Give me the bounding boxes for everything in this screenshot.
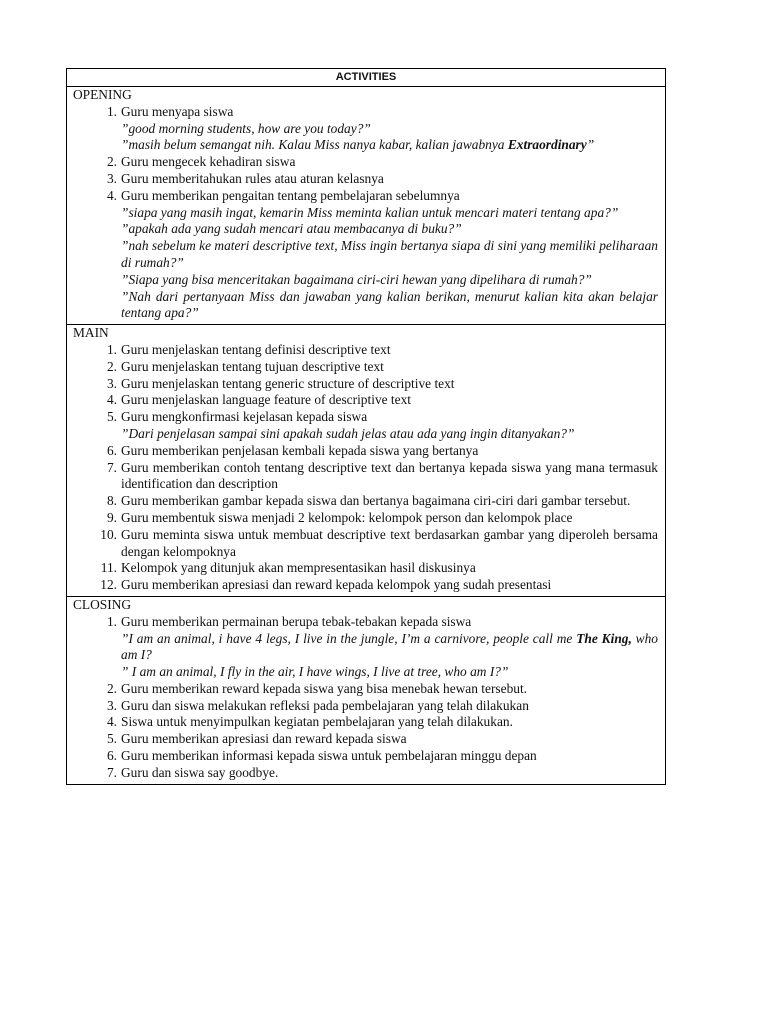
section-main (67, 324, 665, 596)
item-number: 1. (106, 103, 117, 119)
activities-table (66, 68, 666, 785)
dialogue-quote (73, 664, 658, 681)
item-text: Guru memberikan reward kepada siswa yang bisa menebak hewan tersebut. (121, 680, 528, 696)
section-closing (67, 596, 665, 784)
activity-list (73, 614, 658, 782)
item-text: Guru memberikan gambar kepada siswa dan bertanya bagaimana ciri-ciri dari gambar tersebut. (121, 493, 631, 509)
list-item (73, 376, 658, 393)
dialogue-quote (73, 238, 658, 272)
list-item (73, 714, 658, 731)
section-title: CLOSING (73, 596, 132, 612)
dialogue-quote (73, 289, 658, 323)
quote-text: ”Siapa yang bisa menceritakan bagaimana ciri-ciri hewan yang dipelihara di rumah?” (121, 271, 592, 287)
item-text: Guru memberikan apresiasi dan reward kepada kelompok yang sudah presentasi (121, 577, 552, 593)
quote-text: who am I? (121, 630, 659, 663)
quote-text: ” I am an animal, I fly in the air, I have wings, I live at tree, who am I?” (121, 664, 509, 680)
list-item (73, 731, 658, 748)
quote-text: ”Dari penjelasan sampai sini apakah sudah jelas atau ada yang ingin ditanyakan?” (121, 425, 575, 441)
list-item (73, 104, 658, 121)
list-item (73, 748, 658, 765)
item-number: 2. (106, 680, 117, 696)
item-number: 4. (106, 187, 117, 203)
item-text: Guru memberikan apresiasi dan reward kepada siswa (121, 731, 407, 747)
list-item (73, 560, 658, 577)
list-item (73, 392, 658, 409)
item-number: 8. (106, 493, 117, 509)
activity-list (73, 104, 658, 322)
item-number: 6. (106, 442, 117, 458)
quote-text: ”nah sebelum ke materi descriptive text, Miss ingin bertanya siapa di sini yang memiliki peliharaan di rumah?” (121, 238, 658, 270)
list-item (73, 527, 658, 561)
item-number: 7. (106, 764, 117, 780)
item-text: Guru memberikan pengaitan tentang pembelajaran sebelumnya (121, 187, 460, 203)
list-item (73, 154, 658, 171)
item-text: Guru memberitahukan rules atau aturan kelasnya (121, 170, 384, 186)
table-header: ACTIVITIES (67, 69, 665, 87)
item-text: Guru membentuk siswa menjadi 2 kelompok: kelompok person dan kelompok place (121, 509, 573, 525)
quote-text: ”siapa yang masih ingat, kemarin Miss meminta kalian untuk mencari materi tentang apa?” (121, 204, 619, 220)
dialogue-quote (73, 137, 658, 154)
list-item (73, 493, 658, 510)
list-item (73, 409, 658, 426)
item-number: 2. (106, 358, 117, 374)
bold-phrase: The King, (576, 630, 632, 646)
item-text: Guru mengecek kehadiran siswa (121, 154, 296, 170)
item-number: 10. (100, 526, 117, 542)
item-number: 4. (106, 392, 117, 408)
item-text: Guru dan siswa say goodbye. (121, 764, 279, 780)
bold-phrase: Extraordinary (507, 137, 587, 153)
item-text: Guru meminta siswa untuk membuat descriptive text berdasarkan gambar yang diperoleh bersama dengan kelompoknya (121, 526, 658, 559)
item-number: 1. (106, 341, 117, 357)
list-item (73, 188, 658, 205)
item-number: 5. (106, 731, 117, 747)
item-number: 9. (106, 509, 117, 525)
item-number: 3. (106, 697, 117, 713)
quote-text: ”Nah dari pertanyaan Miss dan jawaban yang kalian berikan, menurut kalian kita akan belajar tentang apa?” (121, 288, 658, 321)
item-number: 6. (106, 748, 117, 764)
dialogue-quote (73, 426, 658, 443)
list-item (73, 510, 658, 527)
list-item (73, 577, 658, 594)
item-number: 5. (106, 409, 117, 425)
item-number: 12. (100, 577, 117, 593)
list-item (73, 342, 658, 359)
item-text: Guru memberikan permainan berupa tebak-tebakan kepada siswa (121, 613, 472, 629)
dialogue-quote (73, 272, 658, 289)
list-item (73, 460, 658, 494)
item-text: Siswa untuk menyimpulkan kegiatan pembelajaran yang telah dilakukan. (121, 714, 513, 730)
dialogue-quote (73, 121, 658, 138)
quote-text: ”apakah ada yang sudah mencari atau membacanya di buku?” (121, 221, 462, 237)
item-text: Guru memberikan contoh tentang descriptive text dan bertanya kepada siswa yang mana termasuk identification dan description (121, 459, 658, 492)
table-body (67, 87, 665, 784)
section-title: MAIN (73, 325, 109, 341)
item-text: Guru menyapa siswa (121, 103, 234, 119)
list-item (73, 359, 658, 376)
quote-text: ” (586, 137, 595, 153)
item-text: Guru memberikan informasi kepada siswa untuk pembelajaran minggu depan (121, 748, 537, 764)
item-number: 11. (100, 560, 117, 576)
item-number: 4. (106, 714, 117, 730)
dialogue-quote (73, 221, 658, 238)
item-number: 3. (106, 375, 117, 391)
quote-text: ”I am an animal, i have 4 legs, I live in the jungle, I’m a carnivore, people call me (121, 630, 577, 646)
list-item (73, 614, 658, 631)
item-number: 1. (106, 613, 117, 629)
list-item (73, 443, 658, 460)
item-text: Kelompok yang ditunjuk akan mempresentasikan hasil diskusinya (121, 560, 476, 576)
item-text: Guru menjelaskan language feature of descriptive text (121, 392, 412, 408)
section-title: OPENING (73, 87, 132, 102)
list-item (73, 171, 658, 188)
dialogue-quote (73, 205, 658, 222)
item-text: Guru menjelaskan tentang generic structure of descriptive text (121, 375, 455, 391)
section-opening (67, 87, 665, 324)
quote-text: ”good morning students, how are you today?” (121, 120, 371, 136)
item-text: Guru menjelaskan tentang tujuan descriptive text (121, 358, 384, 374)
item-number: 7. (106, 459, 117, 475)
list-item (73, 765, 658, 782)
list-item (73, 681, 658, 698)
quote-text: ”masih belum semangat nih. Kalau Miss nanya kabar, kalian jawabnya (121, 137, 508, 153)
activity-list (73, 342, 658, 594)
list-item (73, 698, 658, 715)
item-number: 3. (106, 170, 117, 186)
item-text: Guru mengkonfirmasi kejelasan kepada siswa (121, 409, 368, 425)
dialogue-quote (73, 631, 658, 665)
item-text: Guru menjelaskan tentang definisi descriptive text (121, 341, 391, 357)
item-number: 2. (106, 154, 117, 170)
item-text: Guru dan siswa melakukan refleksi pada pembelajaran yang telah dilakukan (121, 697, 529, 713)
item-text: Guru memberikan penjelasan kembali kepada siswa yang bertanya (121, 442, 479, 458)
